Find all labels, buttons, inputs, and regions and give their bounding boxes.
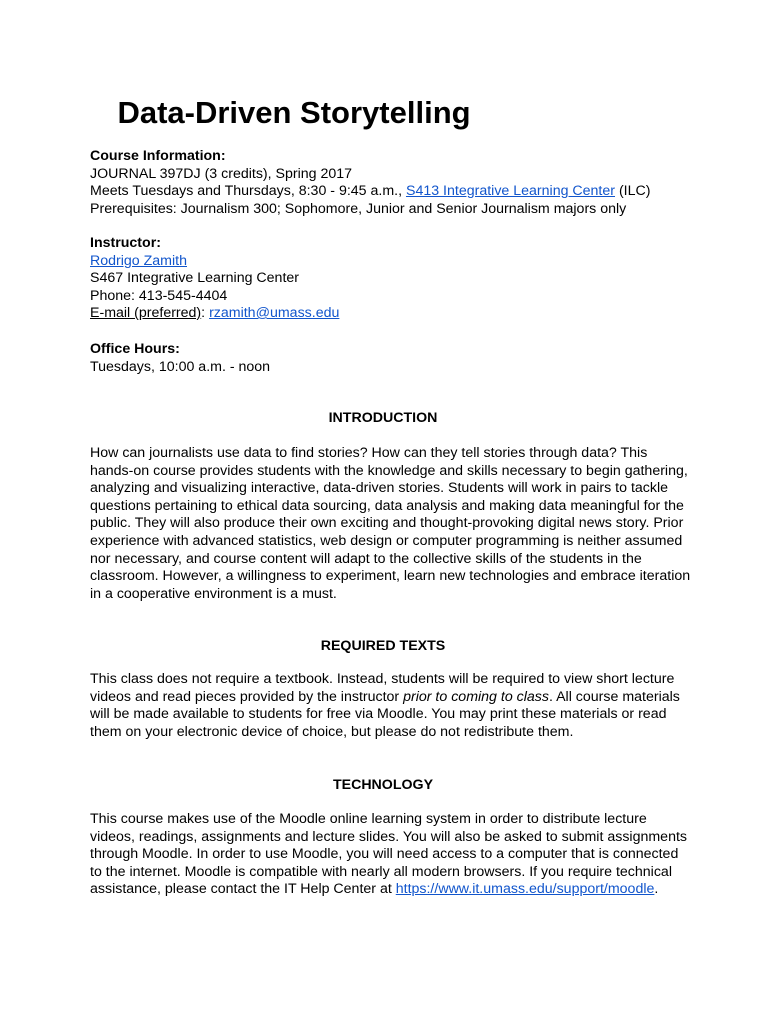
introduction-line: in a cooperative environment is a must.	[90, 585, 337, 602]
technology-line: videos, readings, assignments and lecture slides. You will also be asked to submit assignments	[90, 828, 687, 845]
instructor-label: Instructor:	[90, 235, 161, 251]
moodle-support-link[interactable]: https://www.it.umass.edu/support/moodle	[395, 881, 655, 898]
classroom-link[interactable]: S413 Integrative Learning Center	[405, 183, 615, 199]
technology-paragraph	[90, 811, 687, 899]
office-hours-value: Tuesdays, 10:00 a.m. - noon	[90, 358, 271, 375]
instructor-name-link[interactable]: Rodrigo Zamith	[90, 252, 187, 269]
office-hours-section	[90, 341, 690, 376]
required-texts-heading: REQUIRED TEXTS	[320, 638, 446, 654]
required-texts-line: will be made available to students for free via Moodle. You may print these materials or read	[90, 706, 667, 723]
email-label: E-mail (preferred)	[90, 305, 202, 321]
technology-line: This course makes use of the Moodle online learning system in order to distribute lecture	[90, 811, 647, 827]
technology-line: to the internet. Moodle is compatible with nearly all modern browsers. If you require technical	[90, 863, 672, 880]
technology-heading: TECHNOLOGY	[332, 777, 434, 793]
technology-text: .	[654, 881, 659, 898]
introduction-line: How can journalists use data to find stories? How can they tell stories through data? This	[90, 445, 648, 461]
email-separator: :	[201, 305, 210, 321]
introduction-paragraph	[90, 445, 691, 603]
required-texts-text: videos and read pieces provided by the instructor	[90, 688, 404, 705]
meeting-times	[90, 183, 690, 201]
meeting-times-text: Meets Tuesdays and Thursdays, 8:30 - 9:45 a.m.,	[90, 183, 406, 199]
required-texts-emphasis: prior to coming to class	[403, 688, 549, 705]
instructor-email-line	[90, 305, 690, 323]
introduction-line: public. They will also produce their own exciting and thought-provoking digital news story. Prior	[90, 515, 684, 532]
instructor-office: S467 Integrative Learning Center	[90, 270, 300, 286]
required-texts-line	[90, 689, 682, 707]
introduction-line: classroom. However, a willingness to experiment, learn new technologies and embrace iteration	[90, 568, 691, 585]
meeting-building-abbr: (ILC)	[615, 183, 651, 199]
course-information-label: Course Information:	[90, 148, 226, 164]
required-texts-text: . All course materials	[548, 688, 680, 705]
instructor-email-link[interactable]: rzamith@umass.edu	[209, 305, 340, 321]
introduction-line: questions pertaining to ethical data sourcing, data analysis and making data meaningful for the	[90, 497, 684, 514]
course-code: JOURNAL 397DJ (3 credits), Spring 2017	[90, 165, 353, 182]
required-texts-line: them on your electronic device of choice, but please do not redistribute them.	[90, 723, 574, 740]
technology-line: through Moodle. In order to use Moodle, you will need access to a computer that is connected	[90, 846, 679, 863]
course-information-section	[90, 148, 690, 218]
required-texts-line: This class does not require a textbook. Instead, students will be required to view short lecture	[90, 671, 675, 687]
prerequisites: Prerequisites: Journalism 300; Sophomore, Junior and Senior Journalism majors only	[90, 200, 627, 217]
technology-line	[90, 881, 682, 899]
introduction-line: experience with advanced statistics, web design or computer programming is neither assumed	[90, 532, 683, 549]
introduction-line: nor necessary, and course content will adapt to the collective skills of the students in the	[90, 550, 642, 567]
introduction-line: analyzing and visualizing interactive, data-driven stories. Students will work in pairs to tackle	[90, 480, 669, 497]
instructor-section	[90, 235, 690, 323]
technology-text: assistance, please contact the IT Help Center at	[90, 881, 396, 898]
introduction-line: hands-on course provides students with the knowledge and skills necessary to begin gathering,	[90, 462, 688, 479]
required-texts-paragraph	[90, 671, 682, 741]
introduction-heading: INTRODUCTION	[328, 410, 438, 426]
office-hours-label: Office Hours:	[90, 341, 180, 357]
instructor-phone: Phone: 413-545-4404	[90, 287, 228, 304]
document-title: Data-Driven Storytelling	[117, 95, 471, 130]
